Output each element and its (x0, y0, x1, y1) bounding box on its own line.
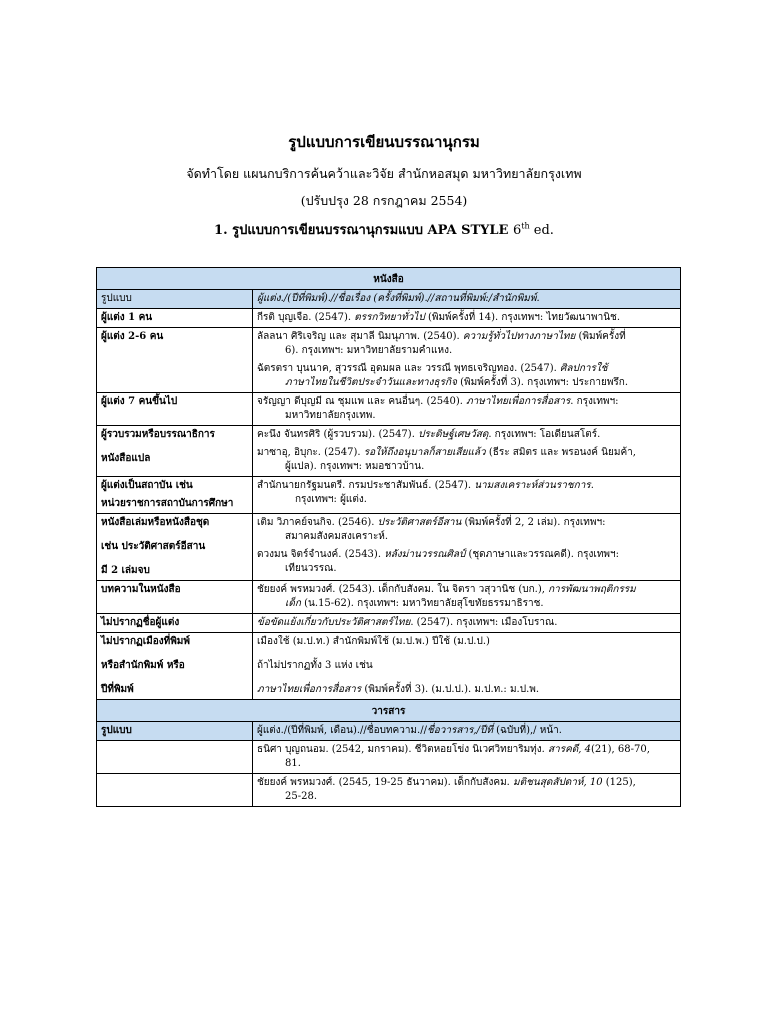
table-row (97, 426, 681, 477)
table-row (97, 309, 681, 328)
cite-text: 6). กรุงเทพฯ: มหาวิทยาลัยรามคำแหง. (285, 345, 453, 356)
cite-text: . กรุงเทพฯ: (570, 396, 619, 407)
citation-example (253, 741, 681, 774)
citation-table (96, 267, 681, 807)
cite-text: มหาวิทยาลัยกรุงเทพ. (285, 410, 376, 421)
cite-text: . กรุงเทพฯ: โอเดียนสโตร์. (488, 429, 601, 440)
format-row-books (97, 290, 681, 309)
section-heading-books: หนังสือ (97, 268, 681, 290)
cite-text: (ธีระ สมิตร และ พรอนงค์ นิยมค้า, (485, 447, 636, 458)
label-line: หน่วยราชการสถาบันการศึกษา (101, 498, 234, 509)
citation-example (253, 514, 681, 581)
label-line: ไม่ปรากฏเมืองที่พิมพ์ (101, 636, 190, 647)
row-label: ผู้แต่ง 1 คน (97, 309, 253, 328)
label-line: ผู้รวบรวมหรือบรรณาธิการ (101, 429, 215, 440)
cite-title: ความรู้ทั่วไปทางภาษาไทย (462, 331, 576, 342)
table-row (97, 774, 681, 807)
format-pattern (253, 722, 681, 741)
cite-text: เติม วิภาคย์จนกิจ. (2546). (257, 517, 378, 528)
cite-text: (21), 68-70, (591, 744, 650, 755)
document-title: รูปแบบการเขียนบรรณานุกรม (288, 133, 480, 151)
row-label: ผู้แต่ง 7 คนขึ้นไป (97, 393, 253, 426)
cite-text: (พิมพ์ครั้งที่ 14). กรุงเทพฯ: ไทยวัฒนาพานิช. (424, 312, 620, 323)
table-row (97, 741, 681, 774)
cite-title: ภาษาไทยในชีวิตประจำวันและทางธุรกิจ (285, 377, 457, 388)
label-line: ผู้แต่งเป็นสถาบัน เช่น (101, 480, 193, 491)
section-row-journals (97, 700, 681, 722)
edition-ed: ed. (533, 223, 554, 238)
cite-text: คะนึง จันทรศิริ (ผู้รวบรวม). (2547). (257, 429, 419, 440)
row-label-empty (97, 741, 253, 774)
cite-text: เทียนวรรณ. (285, 563, 337, 574)
cite-title: มติชนสุดสัปดาห์, 10 (513, 777, 603, 788)
cite-title: ตรรกวิทยาทั่วไป (354, 312, 425, 323)
table-row (97, 581, 681, 614)
cite-text: ถ้าไม่ปรากฏทั้ง 3 แห่ง เช่น (257, 660, 373, 671)
cite-text: จรัญญา ดีบุญมี ณ ชุมแพ และ คนอื่นๆ. (2540). (257, 396, 467, 407)
cite-text: (น.15-62). กรุงเทพฯ: มหาวิทยาลัยสุโขทัยธรรมาธิราช. (300, 598, 544, 609)
section-title-text: 1. รูปแบบการเขียนบรรณานุกรมแบบ APA STYLE (214, 223, 509, 238)
fmt-part: ชื่อเรื่อง (337, 293, 371, 304)
citation-example (253, 328, 681, 393)
cite-text: เมืองใช้ (ม.ป.ท.) สำนักพิมพ์ใช้ (ม.ป.พ.) ปีใช้ (ม.ป.ป.) (257, 636, 490, 647)
cite-text: สำนักนายกรัฐมนตรี. กรมประชาสัมพันธ์. (2547). (257, 480, 475, 491)
label-line: ปีที่พิมพ์ (101, 684, 134, 695)
cite-title: ประวัติศาสตร์อีสาน (377, 517, 462, 528)
cite-text: (พิมพ์ครั้งที่ 3). กรุงเทพฯ: ประกายพรึก. (456, 377, 629, 388)
row-label (97, 514, 253, 581)
edition-superscript: th (521, 221, 530, 231)
cite-text: ฉัตรตรา บุนนาค, สุวรรณี อุดมผล และ วรรณี พุทธเจริญทอง. (2547). (257, 363, 561, 374)
citation-example (253, 426, 681, 477)
cite-text: . (2547). กรุงเทพฯ: เมืองโบราณ. (410, 617, 558, 628)
citation-example (253, 633, 681, 700)
document-organization: จัดทำโดย แผนกบริการค้นคว้าและวิจัย สำนักหอสมุด มหาวิทยาลัยกรุงเทพ (186, 166, 582, 181)
fmt-part: (ครั้งที่พิมพ์).//สถานที่พิมพ์:/สำนักพิมพ์. (370, 293, 540, 304)
row-label (97, 477, 253, 514)
edition-number: 6 (513, 223, 522, 238)
citation-example (253, 477, 681, 514)
cite-text: ธนิศา บุญถนอม. (2542, มกราคม). ชีวิตหอยโข่ง นิเวศวิทยาริมทุ่ง. (257, 744, 548, 755)
label-line: มี 2 เล่มจบ (101, 565, 150, 576)
label-line: หนังสือแปล (101, 453, 151, 464)
cite-text: (พิมพ์ครั้งที่ 3). (ม.ป.ป.). ม.ป.ท.: ม.ป.พ. (361, 684, 540, 695)
cite-text: กีรติ บุญเจือ. (2547). (257, 312, 355, 323)
fmt-part: ผู้แต่ง./(ปีที่พิมพ์, เดือน).//ชื่อบทความ.// (257, 725, 427, 736)
cite-text: สมาคมสังคมสงเคราะห์. (285, 531, 389, 542)
cite-text: ผู้แปล). กรุงเทพฯ: หมอชาวบ้าน. (285, 461, 425, 472)
row-label: ผู้แต่ง 2-6 คน (97, 328, 253, 393)
revision-date: (ปรับปรุง 28 กรกฎาคม 2554) (300, 193, 468, 208)
citation-example (253, 614, 681, 633)
section-row-books (97, 268, 681, 290)
row-label (97, 633, 253, 700)
section-title (0, 219, 768, 240)
cite-title: ประดิษฐ์เศษวัสดุ (418, 429, 489, 440)
cite-text: (125), (602, 777, 636, 788)
format-pattern (253, 290, 681, 309)
cite-text: (พิมพ์ครั้งที่ (575, 331, 626, 342)
cite-text: กรุงเทพฯ: ผู้แต่ง. (295, 494, 367, 505)
cite-text: . (590, 480, 594, 491)
label-line: หรือสำนักพิมพ์ หรือ (101, 660, 185, 671)
table-row (97, 477, 681, 514)
row-label (97, 426, 253, 477)
table-row (97, 393, 681, 426)
cite-text: 81. (285, 758, 301, 769)
cite-text: (พิมพ์ครั้งที่ 2, 2 เล่ม). กรุงเทพฯ: (461, 517, 606, 528)
row-label-empty (97, 774, 253, 807)
fmt-part: (ฉบับที่),/ หน้า. (492, 725, 562, 736)
cite-text: 25-28. (285, 791, 318, 802)
cite-title: การพัฒนาพฤติกรรม (548, 584, 636, 595)
citation-example (253, 393, 681, 426)
cite-title: รอให้ถึงอนุบาลก็สายเสียแล้ว (363, 447, 486, 458)
cite-text: ชัยยงค์ พรหมวงศ์. (2545, 19-25 ธันวาคม). เด็กกับสังคม. (257, 777, 514, 788)
cite-title: หลังม่านวรรณศิลป์ (384, 549, 466, 560)
cite-text: ดวงมน จิตร์จำนงค์. (2543). (257, 549, 385, 560)
cite-title: เด็ก (285, 598, 301, 609)
cite-text: ลัลลนา ศิริเจริญ และ สุมาลี นิมนุภาพ. (2540). (257, 331, 463, 342)
label-line: หนังสือเล่มหรือหนังสือชุด (101, 517, 210, 528)
fmt-part: ผู้แต่ง./(ปีที่พิมพ์).// (257, 293, 338, 304)
table-row (97, 633, 681, 700)
row-label: บทความในหนังสือ (97, 581, 253, 614)
cite-text: ชัยยงค์ พรหมวงศ์. (2543). เด็กกับสังคม. ใน จิตรา วสุวานิช (บก.), (257, 584, 549, 595)
citation-example (253, 774, 681, 807)
section-heading-journals: วารสาร (97, 700, 681, 722)
citation-example (253, 581, 681, 614)
row-label: ไม่ปรากฏชื่อผู้แต่ง (97, 614, 253, 633)
format-label: รูปแบบ (97, 290, 253, 309)
fmt-part: ชื่อวารสาร,/ปีที่ (426, 725, 493, 736)
edition-note (513, 223, 554, 238)
table-row (97, 514, 681, 581)
cite-title: นามสงเคราะห์ส่วนราชการ (474, 480, 591, 491)
cite-text: (ชุดภาษาและวรรณคดี). กรุงเทพฯ: (465, 549, 619, 560)
cite-title: ภาษาไทยเพื่อการสื่อสาร (257, 684, 362, 695)
cite-title: ข้อขัดแย้งเกี่ยวกับประวัติศาสตร์ไทย (257, 617, 411, 628)
citation-example (253, 309, 681, 328)
table-row (97, 614, 681, 633)
format-row-journals (97, 722, 681, 741)
label-line: เช่น ประวัติศาสตร์อีสาน (101, 541, 206, 552)
cite-title: ภาษาไทยเพื่อการสื่อสาร (466, 396, 571, 407)
cite-title: ศิลปการใช้ (560, 363, 608, 374)
format-label: รูปแบบ (97, 722, 253, 741)
table-row (97, 328, 681, 393)
cite-text: มาซาอุ, อิบุกะ. (2547). (257, 447, 364, 458)
cite-title: สารคดี, 4 (548, 744, 591, 755)
